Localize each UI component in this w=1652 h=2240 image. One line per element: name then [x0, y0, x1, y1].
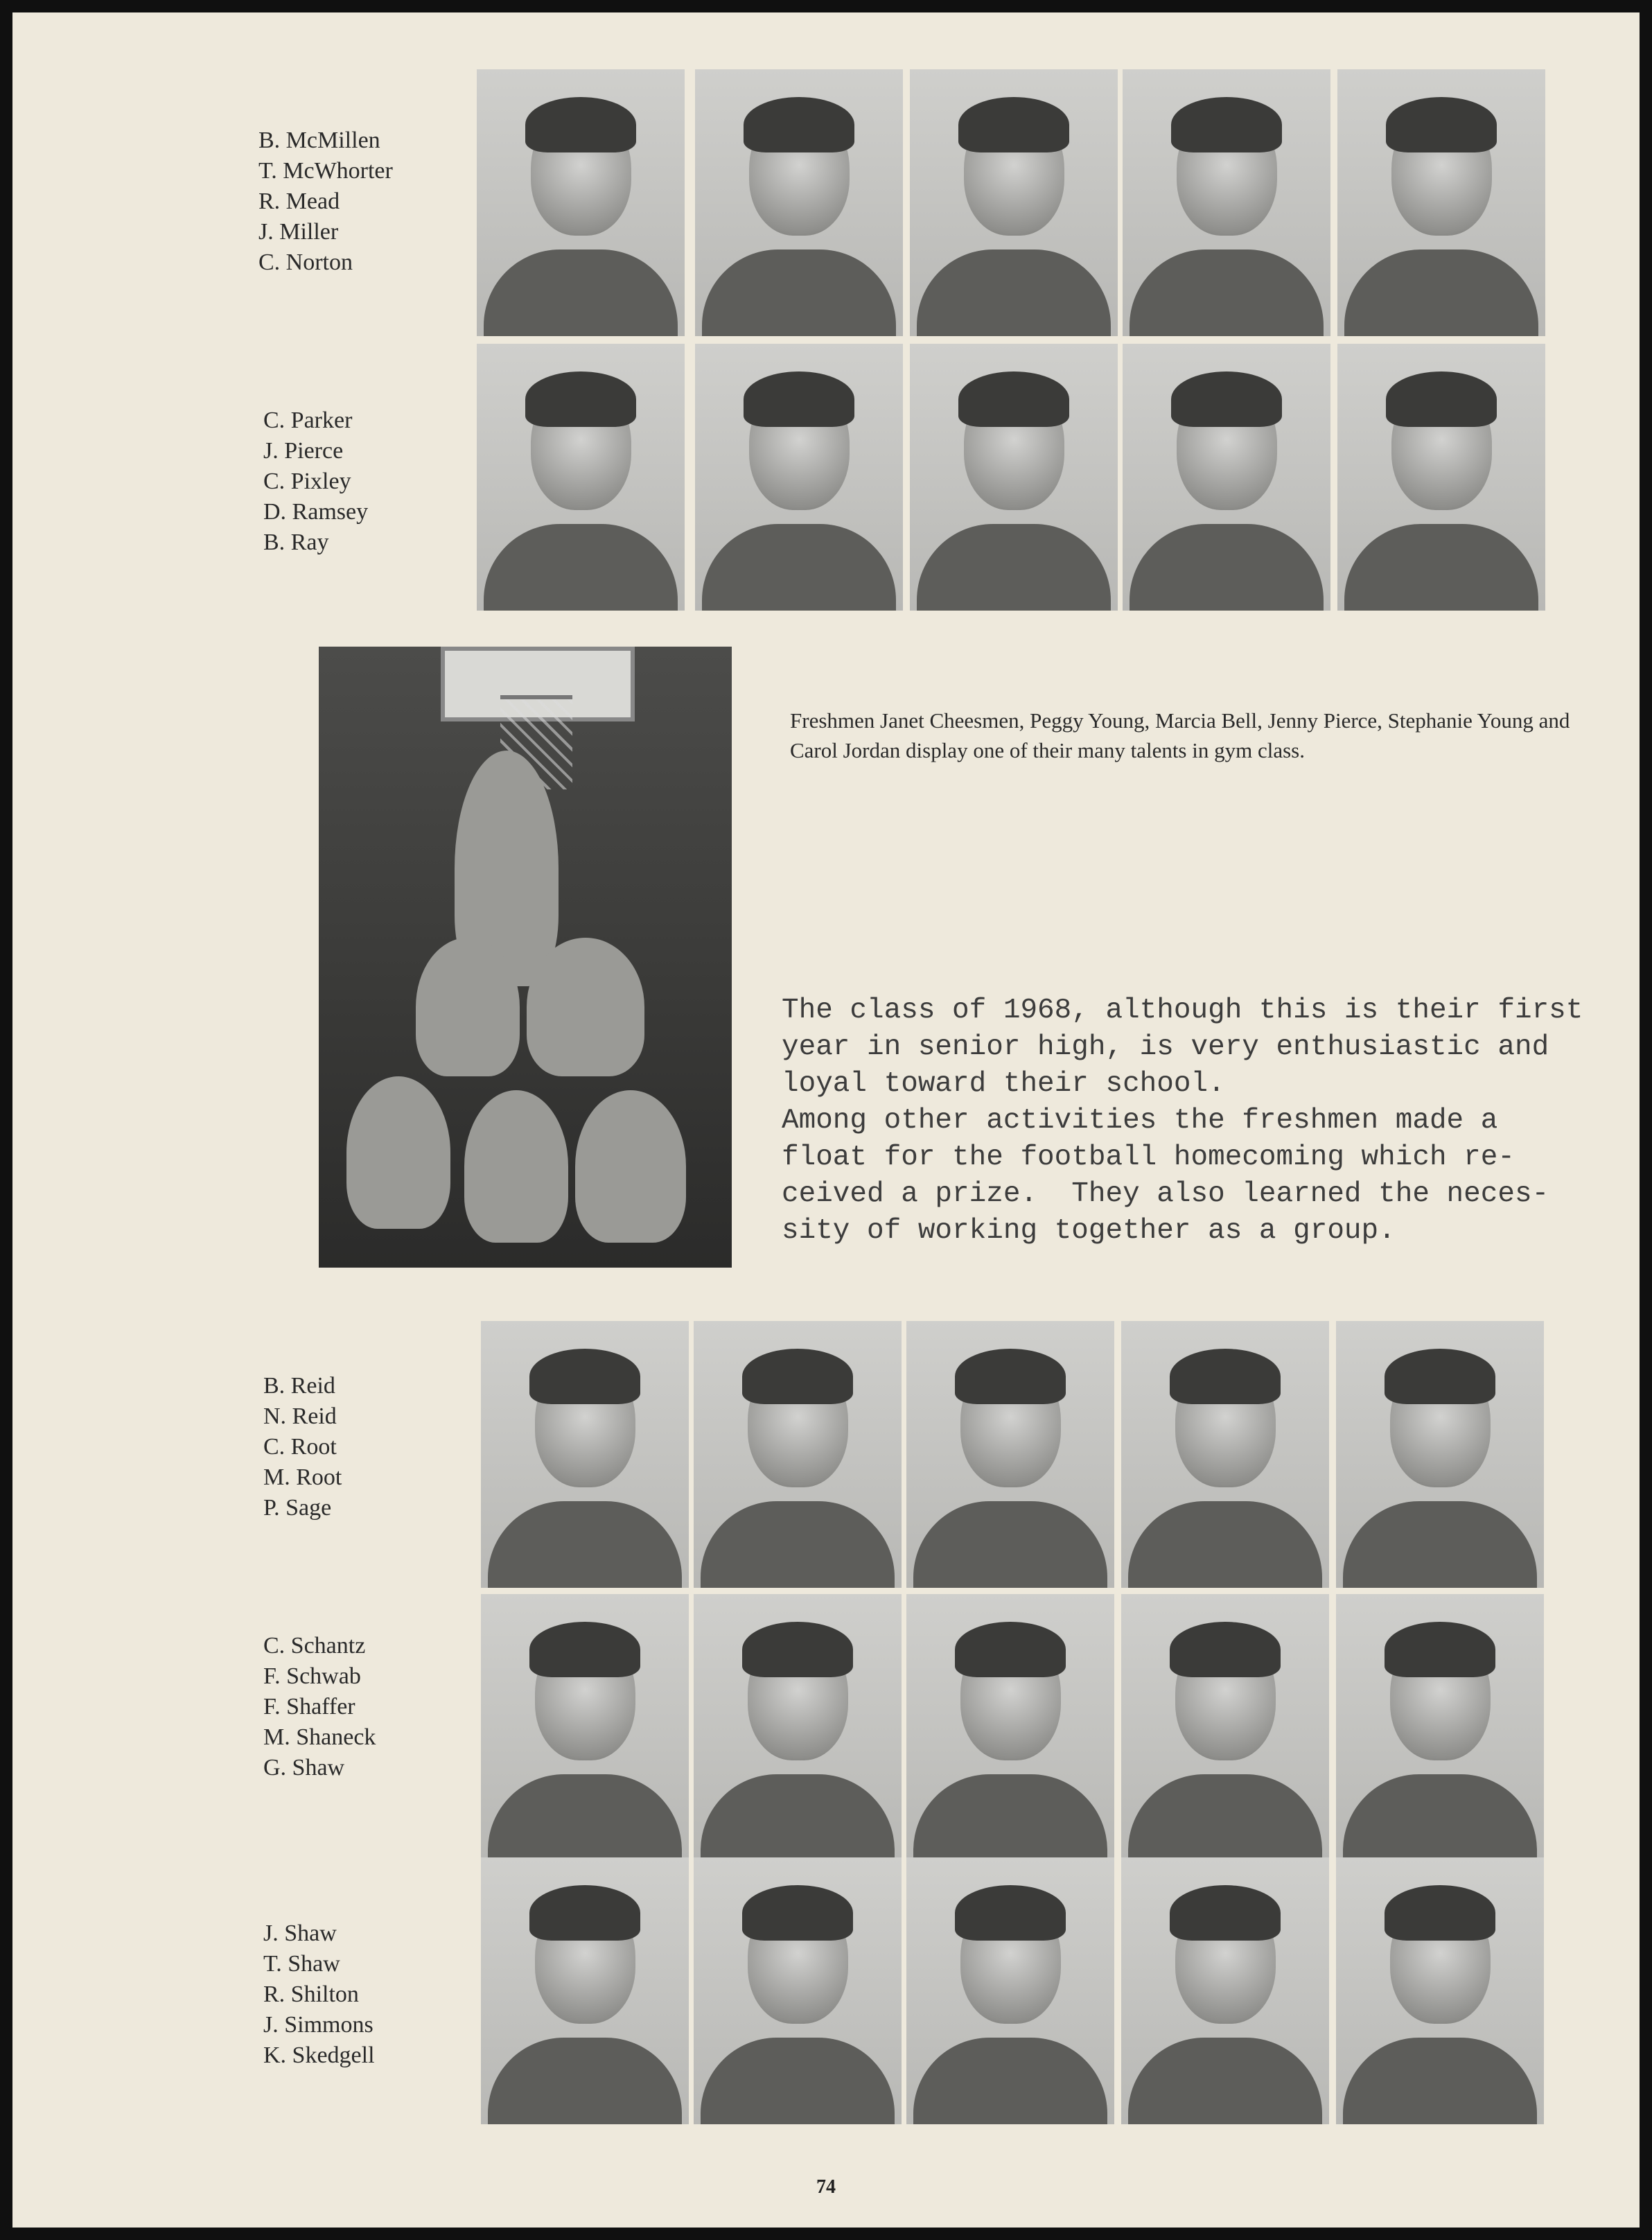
student-portrait: [910, 344, 1118, 611]
photo-caption: Freshmen Janet Cheesmen, Peggy Young, Marcia Bell, Jenny Pierce, Stephanie Young and Carol Jordan display one of their many talents in gym class.: [790, 708, 1570, 762]
student-name: J. Simmons: [263, 2012, 374, 2038]
name-list-row-5: [263, 1918, 375, 2071]
student-portrait: [910, 69, 1118, 336]
name-list-row-3: [263, 1371, 342, 1523]
student-portrait: [695, 69, 903, 336]
student-name: F. Schwab: [263, 1663, 361, 1689]
gym-class-photo: [319, 647, 732, 1268]
student-portrait: [1337, 344, 1545, 611]
student-name: C. Norton: [258, 250, 353, 275]
class-text-line: loyal toward their school.: [782, 1068, 1225, 1100]
student-portrait: [481, 1594, 689, 1861]
student-name: P. Sage: [263, 1495, 332, 1521]
student-portrait: [694, 1857, 902, 2124]
student-name: J. Pierce: [263, 438, 344, 464]
class-text-line: ceived a prize. They also learned the neces-: [782, 1178, 1549, 1210]
student-portrait: [481, 1857, 689, 2124]
student-name: T. Shaw: [263, 1951, 340, 1977]
student-name: C. Pixley: [263, 469, 351, 494]
student-name: C. Schantz: [263, 1633, 366, 1659]
student-portrait: [694, 1594, 902, 1861]
student-portrait: [1121, 1594, 1329, 1861]
student-name: D. Ramsey: [263, 499, 369, 525]
class-text-line: Among other activities the freshmen made a: [782, 1105, 1498, 1137]
student-portrait: [1336, 1321, 1544, 1588]
student-name: T. McWhorter: [258, 158, 393, 184]
yearbook-page: [12, 12, 1640, 2228]
page-number: 74: [816, 2176, 836, 2198]
name-list-row-2: [263, 405, 368, 558]
student-name: M. Shaneck: [263, 1724, 376, 1750]
student-portrait: [695, 344, 903, 611]
student-portrait: [1336, 1594, 1544, 1861]
student-name: F. Shaffer: [263, 1694, 355, 1720]
student-portrait: [906, 1594, 1114, 1861]
student-portrait: [1336, 1857, 1544, 2124]
student-portrait: [1123, 344, 1330, 611]
student-portrait: [1121, 1857, 1329, 2124]
student-name: R. Mead: [258, 189, 340, 214]
student-name: G. Shaw: [263, 1755, 345, 1780]
class-text-line: The class of 1968, although this is their first: [782, 995, 1583, 1026]
student-portrait: [1337, 69, 1545, 336]
student-portrait: [477, 69, 685, 336]
student-name: M. Root: [263, 1464, 342, 1490]
name-list-row-4: [263, 1631, 376, 1783]
student-portrait: [694, 1321, 902, 1588]
class-text-line: float for the football homecoming which re-: [782, 1141, 1515, 1173]
student-name: N. Reid: [263, 1403, 337, 1429]
student-name: B. Reid: [263, 1373, 335, 1399]
student-portrait: [1121, 1321, 1329, 1588]
class-text-line: sity of working together as a group.: [782, 1215, 1396, 1247]
name-list-row-1: [258, 125, 393, 278]
student-name: K. Skedgell: [263, 2042, 375, 2068]
student-portrait: [481, 1321, 689, 1588]
student-portrait: [1123, 69, 1330, 336]
class-description: [782, 992, 1583, 1250]
student-portrait: [906, 1857, 1114, 2124]
student-name: C. Root: [263, 1434, 337, 1460]
student-name: C. Parker: [263, 408, 353, 433]
student-name: J. Miller: [258, 219, 339, 245]
student-portrait: [477, 344, 685, 611]
student-name: B. Ray: [263, 530, 329, 555]
student-portrait: [906, 1321, 1114, 1588]
student-name: J. Shaw: [263, 1920, 337, 1946]
student-name: R. Shilton: [263, 1981, 359, 2007]
class-text-line: year in senior high, is very enthusiastic and: [782, 1031, 1549, 1063]
student-name: B. McMillen: [258, 128, 380, 153]
